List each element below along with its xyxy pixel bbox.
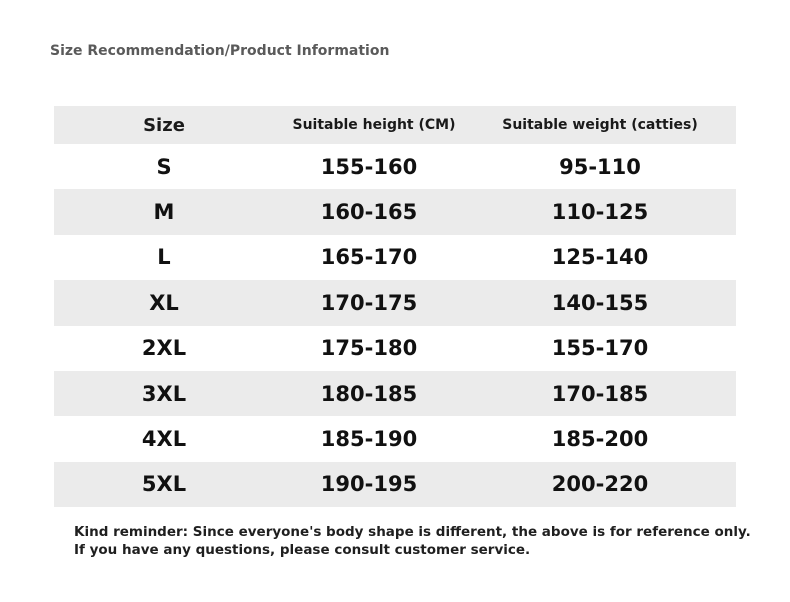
size-cell: M	[153, 200, 175, 225]
size-chart-table	[54, 106, 736, 507]
table-row	[54, 371, 736, 416]
reminder-line-1: Kind reminder: Since everyone's body shape is different, the above is for reference only.	[74, 524, 751, 540]
weight-cell: 185-200	[551, 427, 649, 452]
height-cell: 190-195	[320, 472, 418, 497]
height-cell: 165-170	[320, 245, 418, 270]
size-cell: 4XL	[141, 427, 187, 452]
weight-cell: 110-125	[551, 200, 649, 225]
height-cell: 180-185	[320, 381, 418, 406]
weight-cell: 140-155	[551, 290, 649, 315]
table-row	[54, 189, 736, 234]
header-size: Size	[143, 114, 185, 136]
header-weight: Suitable weight (catties)	[502, 117, 698, 133]
weight-cell: 125-140	[551, 245, 649, 270]
weight-cell: 155-170	[551, 336, 649, 361]
page-title: Size Recommendation/Product Information	[50, 43, 390, 59]
weight-cell: 170-185	[551, 381, 649, 406]
table-header-row	[54, 106, 736, 144]
height-cell: 170-175	[320, 290, 418, 315]
height-cell: 175-180	[320, 336, 418, 361]
reminder-line-2: If you have any questions, please consult customer service.	[74, 542, 531, 558]
table-row	[54, 462, 736, 507]
size-cell: 2XL	[141, 336, 187, 361]
table-row	[54, 144, 736, 189]
size-cell: L	[157, 245, 171, 270]
reminder-note	[74, 523, 751, 559]
size-cell: 5XL	[141, 472, 187, 497]
size-cell: 3XL	[141, 381, 187, 406]
height-cell: 155-160	[320, 154, 418, 179]
table-row	[54, 280, 736, 325]
weight-cell: 200-220	[551, 472, 649, 497]
height-cell: 185-190	[320, 427, 418, 452]
height-cell: 160-165	[320, 200, 418, 225]
weight-cell: 95-110	[559, 154, 641, 179]
size-cell: XL	[149, 290, 179, 315]
table-row	[54, 416, 736, 461]
table-row	[54, 235, 736, 280]
size-cell: S	[156, 154, 172, 179]
header-height: Suitable height (CM)	[292, 117, 456, 133]
table-row	[54, 326, 736, 371]
